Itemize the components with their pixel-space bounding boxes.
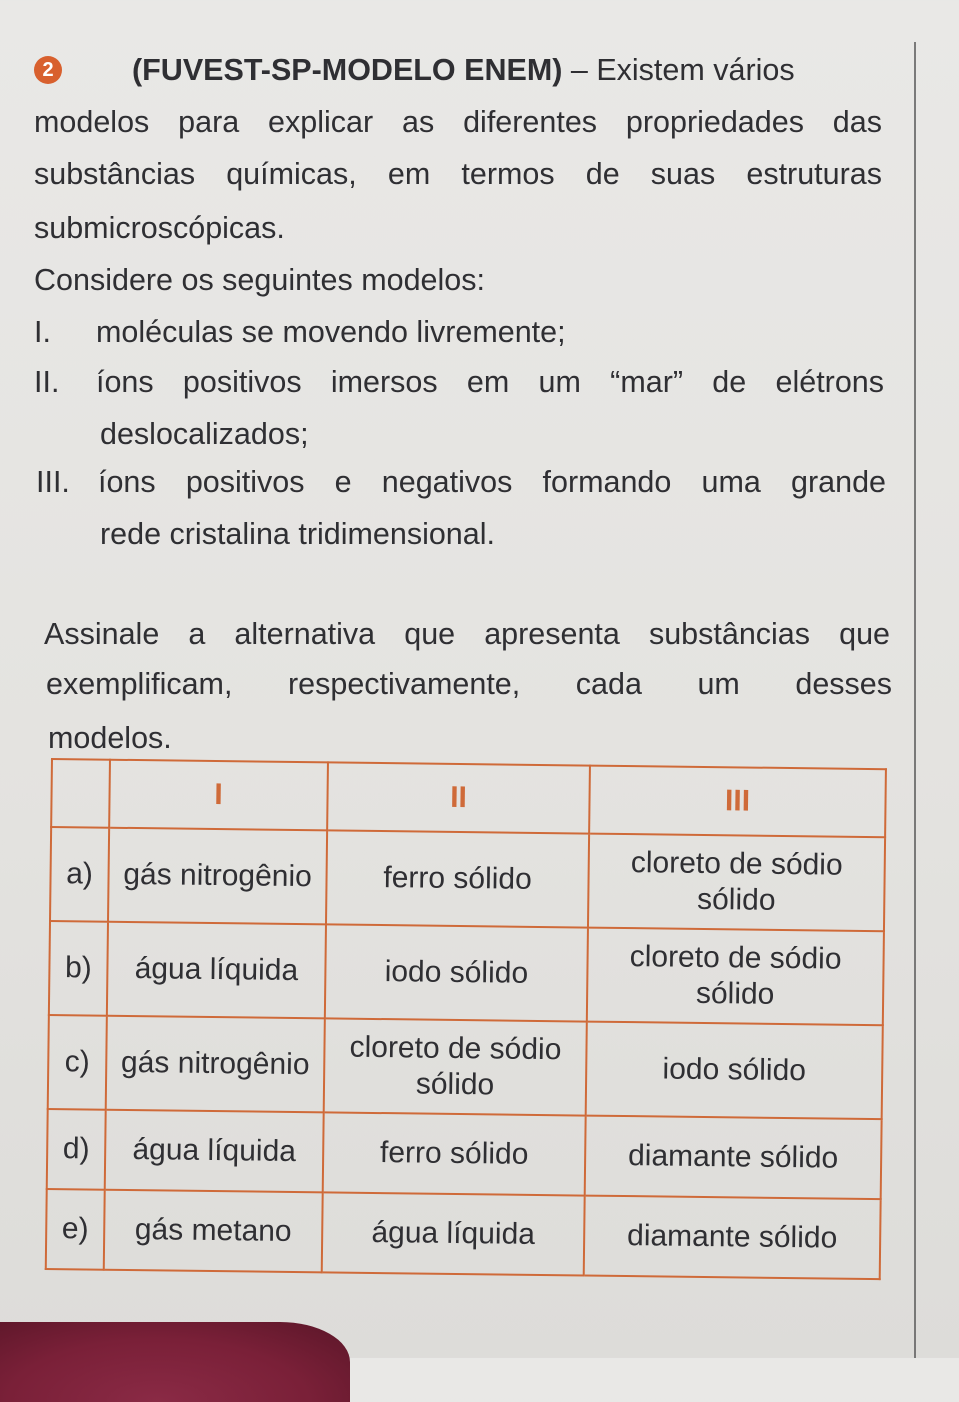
page-edge [914,42,916,1358]
instruction-line-1: Assinale a alternativa que apresenta substâncias que [44,617,890,651]
cell-model-iii: cloreto de sódio sólido [588,834,885,932]
header-model-iii: III [589,766,886,838]
table-row-d [47,1109,882,1199]
question-intro-text-1: – Existem vários [562,53,795,87]
model-2-text-1: íons positivos imersos em um “mar” de elétrons [96,365,884,399]
model-3-text-2: rede cristalina tridimensional. [100,517,495,551]
question-intro-line-3: substâncias químicas, em termos de suas estruturas [34,157,882,191]
cell-model-ii: água líquida [322,1192,585,1275]
cell-model-iii: diamante sólido [584,1196,881,1280]
cell-model-i: gás nitrogênio [106,1016,325,1113]
option-label: b) [49,921,108,1016]
option-label: a) [50,827,109,922]
cell-model-ii: iodo sólido [325,924,588,1021]
model-3-text-1: íons positivos e negativos formando uma grande [98,465,886,499]
table-row-c [48,1015,883,1119]
question-number-badge: 2 [34,56,62,84]
cell-model-iii: diamante sólido [585,1116,882,1200]
model-2-label: II. [34,365,60,399]
table-row-e [46,1189,881,1279]
cell-model-i: gás nitrogênio [108,828,327,925]
cell-model-i: água líquida [107,922,326,1019]
option-label: c) [48,1015,107,1110]
cell-model-iii: iodo sólido [586,1022,883,1120]
question-intro-line-5: Considere os seguintes modelos: [34,263,485,297]
option-label: e) [46,1189,105,1270]
cell-model-i: água líquida [105,1110,324,1193]
model-2-text-2: deslocalizados; [100,417,309,451]
answers-table [45,758,887,1280]
header-model-ii: II [327,762,590,833]
cell-model-iii: cloreto de sódio sólido [587,928,884,1026]
table-row-b [49,921,884,1025]
model-1-label: I. [34,315,51,349]
model-3-label: III. [36,465,70,499]
header-option [51,759,110,828]
table-header-row [51,759,886,837]
option-label: d) [47,1109,106,1190]
question-source: (FUVEST-SP-MODELO ENEM) [132,53,563,87]
cell-model-i: gás metano [104,1190,323,1273]
instruction-line-2: exemplificam, respectivamente, cada um desses [46,667,892,701]
question-intro-line-2: modelos para explicar as diferentes propriedades das [34,105,882,139]
cell-model-ii: ferro sólido [323,1112,586,1195]
model-1-text: moléculas se movendo livremente; [96,315,566,349]
cell-model-ii: ferro sólido [326,830,589,927]
cell-model-ii: cloreto de sódio sólido [324,1018,587,1115]
question-intro-line-4: submicroscópicas. [34,211,285,245]
header-model-i: I [109,760,328,831]
question-intro-line-1 [132,52,795,88]
fingertip [0,1322,350,1402]
table-row-a [50,827,885,931]
instruction-line-3: modelos. [48,721,172,755]
